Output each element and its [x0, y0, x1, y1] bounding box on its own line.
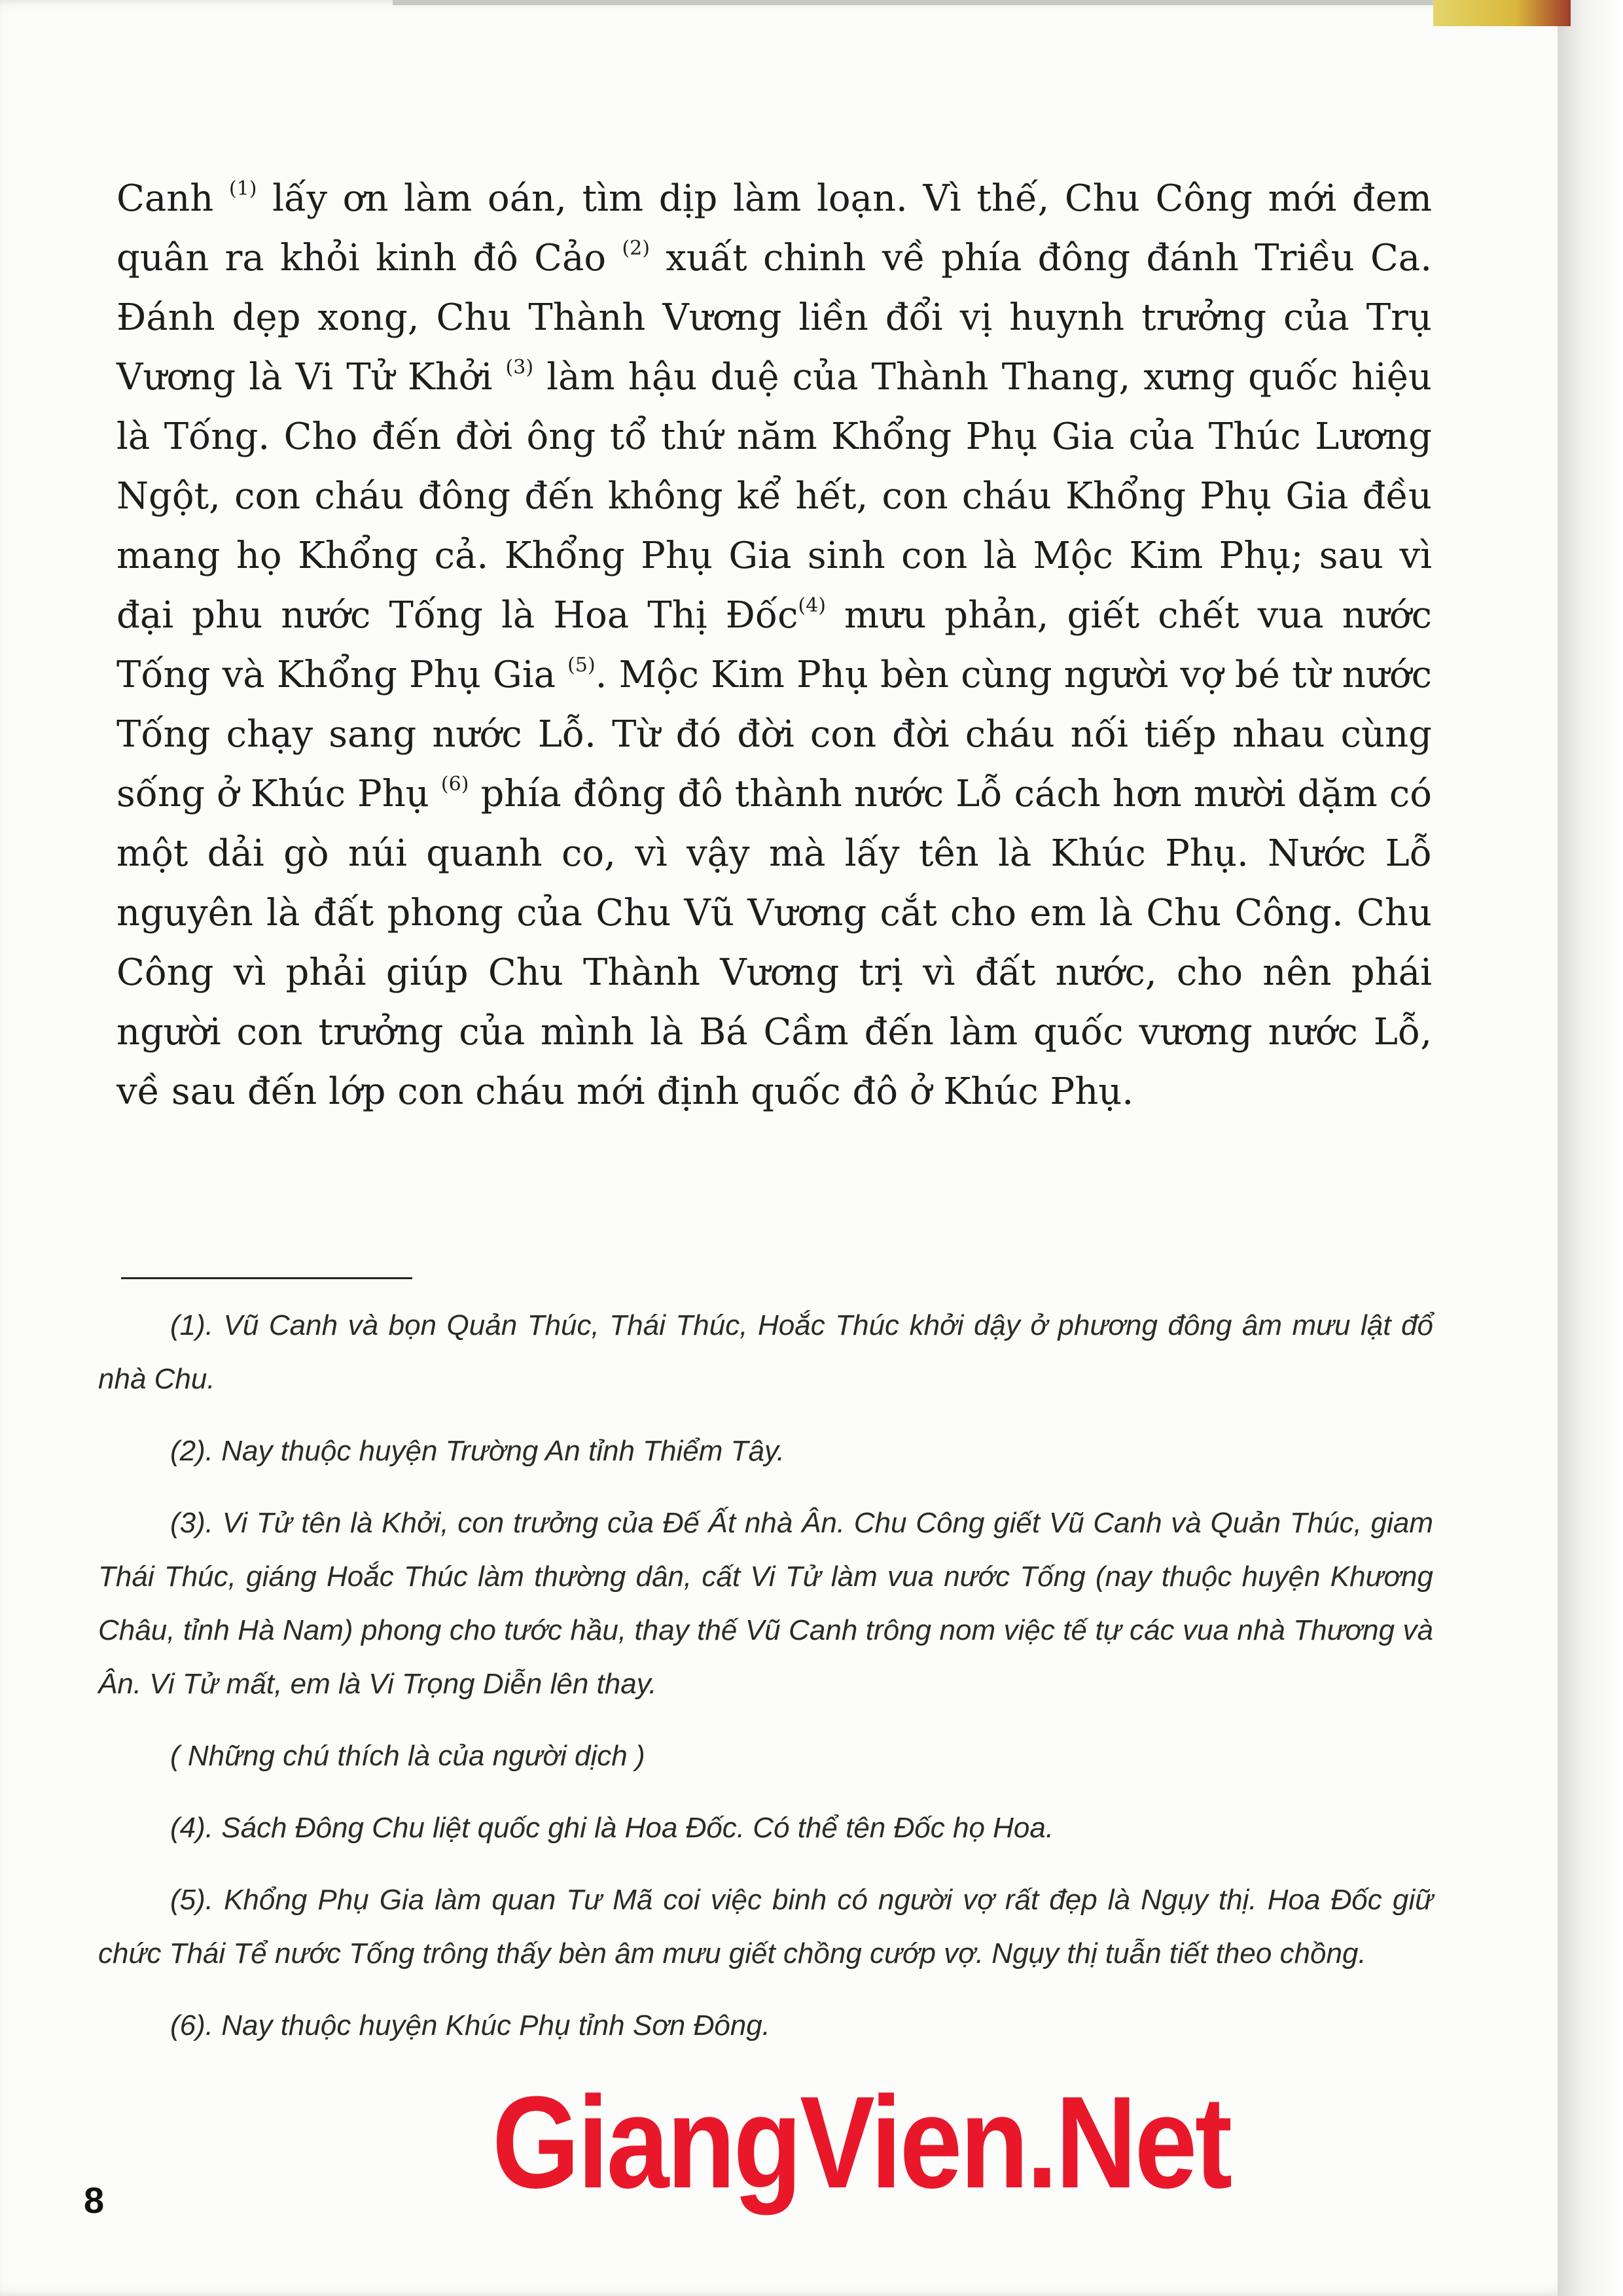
footnote-5: (5). Khổng Phụ Gia làm quan Tư Mã coi việc binh có người vợ rất đẹp là Ngụy thị. Hoa Đốc giữ chức Thái Tể nước Tống trông thấy bèn âm mưu giết chồng cướp vợ. Ngụy thị tuẫn tiết theo chồng.	[98, 1884, 1433, 1969]
body-segment: phía đông đô thành nước Lỗ cách hơn mười dặm có một dải gò núi quanh co, vì vậy mà lấy tên là Khúc Phụ. Nước Lỗ nguyên là đất phong của Chu Vũ Vương cắt cho em là Chu Công. Chu Công vì phải giúp Chu Thành Vương trị vì đất nước, cho nên phái người con trưởng của mình là Bá Cầm đến làm quốc vương nước Lỗ, về sau đến lớp con cháu mới định quốc đô ở Khúc Phụ.	[116, 773, 1432, 1113]
footnote-6: (6). Nay thuộc huyện Khúc Phụ tỉnh Sơn Đông.	[170, 2009, 770, 2041]
footnote-ref: (3)	[505, 356, 534, 380]
page-edge	[1558, 0, 1623, 2296]
top-edge-shadow	[393, 0, 1505, 5]
footnote-4: (4). Sách Đông Chu liệt quốc ghi là Hoa Đốc. Có thể tên Đốc họ Hoa.	[170, 1812, 1054, 1844]
footnote-3: (3). Vi Tử tên là Khởi, con trưởng của Đế Ất nhà Ân. Chu Công giết Vũ Canh và Quản Thúc, giam Thái Thúc, giáng Hoắc Thúc làm thường dân, cất Vi Tử làm vua nước Tống (nay thuộc huyện Khương Châu, tỉnh Hà Nam) phong cho tước hầu, thay thế Vũ Canh trông nom việc tế tự các vua nhà Thương và Ân. Vi Tử mất, em là Vi Trọng Diễn lên thay.	[98, 1507, 1433, 1700]
cover-corner	[1433, 0, 1571, 26]
body-segment: lấy ơn làm oán, tìm dịp làm loạn. Vì thế, Chu Công mới đem quân ra khỏi kinh đô Cảo	[116, 177, 1433, 279]
footnote-divider	[121, 1277, 412, 1279]
footnote-ref: (4)	[798, 594, 826, 618]
body-segment: xuất chinh về phía đông đánh Triều Ca. Đánh dẹp xong, Chu Thành Vương liền đổi vị huynh trưởng của Trụ Vương là Vi Tử Khởi	[116, 237, 1432, 398]
footnote-ref: (5)	[567, 654, 596, 677]
footnote-2: (2). Nay thuộc huyện Trường An tỉnh Thiểm Tây.	[170, 1435, 785, 1467]
body-segment: mưu phản, giết chết vua nước Tống và Khổng Phụ Gia	[116, 594, 1433, 696]
body-paragraph	[116, 169, 1432, 1122]
footnote-1: (1). Vũ Canh và bọn Quản Thúc, Thái Thúc, Hoắc Thúc khởi dậy ở phương đông âm mưu lật đổ nhà Chu.	[98, 1309, 1433, 1395]
watermark-logo: GiangVien.Net	[492, 2070, 1230, 2216]
page-number: 8	[84, 2180, 105, 2221]
translator-note: ( Những chú thích là của người dịch )	[170, 1740, 645, 1772]
footnote-ref: (6)	[440, 773, 469, 796]
body-segment: . Mộc Kim Phụ bèn cùng người vợ bé từ nước Tống chạy sang nước Lỗ. Từ đó đời con đời cháu nối tiếp nhau cùng sống ở Khúc Phụ	[116, 654, 1433, 815]
footnote-ref: (2)	[622, 237, 650, 260]
body-segment: Canh	[116, 177, 229, 220]
footnotes	[98, 1299, 1433, 2071]
footnote-ref: (1)	[229, 177, 257, 201]
body-segment: làm hậu duệ của Thành Thang, xưng quốc hiệu là Tống. Cho đến đời ông tổ thứ năm Khổng Phụ Gia của Thúc Lương Ngột, con cháu đông đến không kể hết, con cháu Khổng Phụ Gia đều mang họ Khổng cả. Khổng Phụ Gia sinh con là Mộc Kim Phụ; sau vì đại phu nước Tống là Hoa Thị Đốc	[116, 356, 1432, 637]
